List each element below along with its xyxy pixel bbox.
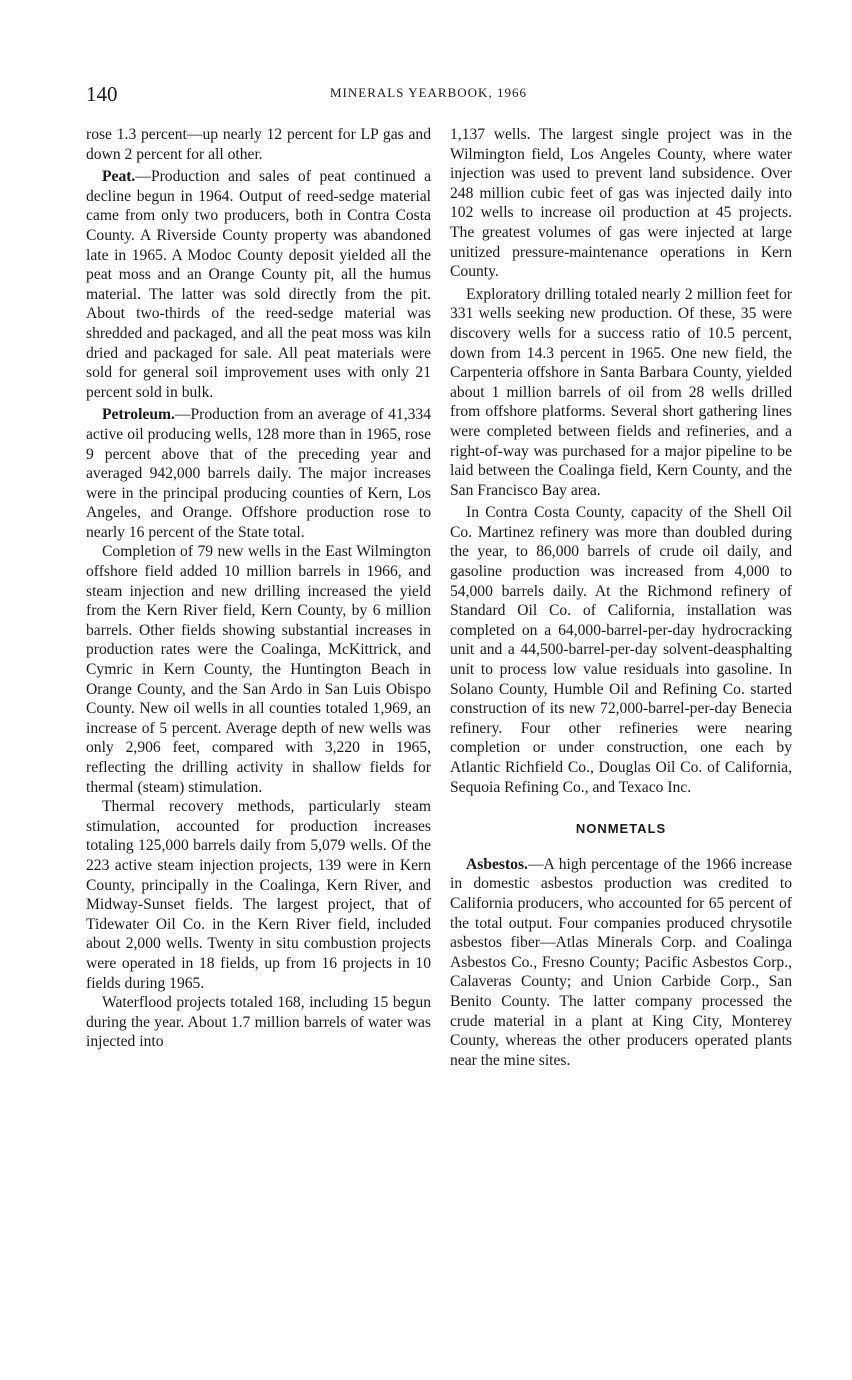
peat-lead: Peat. <box>102 168 136 186</box>
page-number: 140 <box>86 82 118 106</box>
paragraph-exploratory-drilling: Exploratory drilling totaled nearly 2 million feet for 331 wells seeking new production. Of these, 35 were discovery wells for a success ratio of 10.5 percent, down from 14.3 percent in 1965. One new field, the Carpenteria offshore in Santa Barbara County, yielded about 1 million barrels of oil from 28 wells drilled from offshore platforms. Several short gathering lines were completed between fields and refineries, and a right-of-way was purchased for a major pipeline to be laid between the Coalinga field, Kern County, and the San Francisco Bay area. <box>450 285 792 499</box>
paragraph-thermal-recovery: Thermal recovery methods, particularly steam stimulation, accounted for production increases totaling 125,000 barrels daily from 5,079 wells. Of the 223 active steam injection projects, 139 were in Kern County, principally in the Coalinga, Kern River, and Midway-Sunset fields. The largest project, that of Tidewater Oil Co. in the Kern River field, included about 2,000 wells. Twenty in situ combustion projects were operated in 18 fields, up from 16 projects in 10 fields during 1965. <box>86 798 431 992</box>
petroleum-text: —Production from an average of 41,334 active oil producing wells, 128 more than in 1965, rose 9 percent above that of the preceding year and averaged 942,000 barrels daily. The major increases were in the principal producing counties of Kern, Los Angeles, and Orange. Offshore production rose to nearly 16 percent of the State total. <box>86 406 431 541</box>
paragraph-waterflood: Waterflood projects totaled 168, including 15 begun during the year. About 1.7 million barrels of water was injected into <box>86 994 431 1051</box>
paragraph-wilmington-completion: Completion of 79 new wells in the East Wilmington offshore field added 10 million barrels in 1966, and steam injection and new drilling increased the yield from the Kern River field, Kern County, by 6 million barrels. Other fields showing substantial increases in production rates were the Coalinga, McKittrick, and Cymric in Kern County, the Huntington Beach in Orange County, and the San Ardo in San Luis Obispo County. New oil wells in all counties totaled 1,969, an increase of 5 percent. Average depth of new wells was only 2,906 feet, compared with 3,220 in 1965, reflecting the drilling activity in shallow fields for thermal (steam) stimulation. <box>86 543 431 796</box>
running-title: MINERALS YEARBOOK, 1966 <box>330 85 527 100</box>
paragraph-asbestos <box>450 855 792 1071</box>
paragraph-petroleum <box>86 405 431 542</box>
paragraph-peat <box>86 167 431 402</box>
left-column <box>86 125 431 1052</box>
petroleum-lead: Petroleum. <box>102 406 175 424</box>
paragraph-refineries: In Contra Costa County, capacity of the Shell Oil Co. Martinez refinery was more than doubled during the year, to 86,000 barrels of crude oil daily, and gasoline production was increased from 4,000 to 54,000 barrels daily. At the Richmond refinery of Standard Oil Co. of California, installation was completed on a 64,000-barrel-per-day hydrocracking unit and a 44,500-barrel-per-day solvent-deasphalting unit to process low value residuals into gasoline. In Solano County, Humble Oil and Refining Co. started construction of its new 72,000-barrel-per-day Benecia refinery. Four other refineries were nearing completion or under construction, one each by Atlantic Richfield Co., Douglas Oil Co. of California, Sequoia Refining Co., and Texaco Inc. <box>450 504 792 796</box>
paragraph-lp-gas: rose 1.3 percent—up nearly 12 percent for LP gas and down 2 percent for all other. <box>86 126 431 163</box>
asbestos-lead: Asbestos. <box>466 855 528 873</box>
peat-text: —Production and sales of peat continued a decline begun in 1964. Output of reed-sedge material came from only two producers, both in Contra Costa County. A Riverside County property was abandoned late in 1965. A Modoc County deposit yielded all the peat moss and an Orange County pit, all the humus material. The latter was sold directly from the pit. About two-thirds of the reed-sedge material was shredded and packaged, and all the peat moss was kiln dried and packaged for sale. All peat materials were sold for general soil improvement uses with only 21 percent sold in bulk. <box>86 168 431 401</box>
paragraph-water-injection: 1,137 wells. The largest single project was in the Wilmington field, Los Angeles County, where water injection was used to prevent land subsidence. Over 248 million cubic feet of gas was injected daily into 102 wells to increase oil production at 45 projects. The greatest volumes of gas were injected at large unitized pressure-maintenance operations in Kern County. <box>450 126 792 281</box>
asbestos-text: —A high percentage of the 1966 increase in domestic asbestos production was credited to California producers, who accounted for 65 percent of the total output. Four companies produced chrysotile asbestos fiber—Atlas Minerals Corp. and Coalinga Asbestos Co., Fresno County; Pacific Asbestos Corp., Calaveras County; and Union Carbide Corp., San Benito County. The latter company processed the crude material in a plant at King City, Monterey County, whereas the other producers operated plants near the mine sites. <box>450 855 792 1069</box>
right-column <box>450 125 792 1070</box>
section-heading-nonmetals: NONMETALS <box>575 821 667 837</box>
